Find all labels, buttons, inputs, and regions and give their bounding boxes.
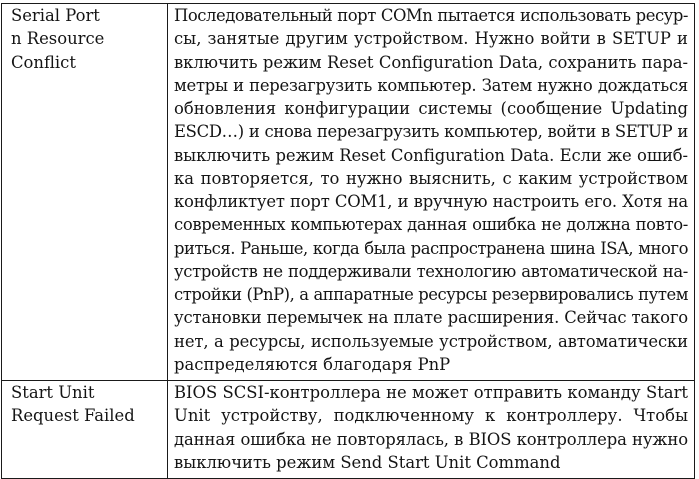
error-name-line: n Resource xyxy=(11,29,105,49)
error-description-line: включить режим Reset Configuration Data, сохранить пара- xyxy=(174,52,688,72)
error-description-line: современных компьютерах данная ошибка не должна повто- xyxy=(174,215,688,235)
error-description-line: стройки (PnP), а аппаратные ресурсы резервировались путем xyxy=(174,285,688,304)
error-name-line: Start Unit xyxy=(11,383,95,402)
error-description-line: нет, а ресурсы, используемые устройством, автоматически xyxy=(174,331,688,351)
error-description-line: обновления конфигурации системы (сообщение Updating xyxy=(174,99,688,118)
error-description-line: выключить режим Send Start Unit Command xyxy=(174,452,561,472)
error-description-cell xyxy=(168,4,695,381)
error-description-line: BIOS SCSI-контроллера не может отправить команду Start xyxy=(174,383,688,402)
error-description-line: данная ошибка не повторялась, в BIOS контроллера нужно xyxy=(174,429,688,449)
error-table xyxy=(1,3,695,479)
error-description-line: установки перемычек на плате расширения. Сейчас такого xyxy=(174,308,688,328)
error-name-cell xyxy=(2,4,168,381)
error-description-line: устройств не поддерживали технологию автоматической на- xyxy=(174,261,688,281)
error-description-line: сы, занятые другим устройством. Нужно войти в SETUP и xyxy=(174,29,688,49)
error-description-line: выключить режим Reset Configuration Data. Если же ошиб- xyxy=(174,145,688,165)
error-description-line: метры и перезагрузить компьютер. Затем нужно дождаться xyxy=(174,75,688,95)
error-description-line: риться. Раньше, когда была распространена шина ISA, много xyxy=(174,238,688,258)
error-description-line: Unit устройству, подключенному к контроллеру. Чтобы xyxy=(174,406,688,426)
error-name-line: Serial Port xyxy=(11,6,100,25)
error-description-line: ка повторяется, то нужно выяснить, с каким устройством xyxy=(174,168,688,188)
error-description-line: Последовательный порт COMn пытается использовать ресур- xyxy=(174,6,688,25)
error-description-line: ESCD…) и снова перезагрузить компьютер, войти в SETUP и xyxy=(174,122,688,142)
error-description-line: распределяются благодаря PnP xyxy=(174,354,451,374)
error-name-line: Conflict xyxy=(11,52,76,72)
table-row xyxy=(2,4,695,381)
error-description-line: конфликтует порт COM1, и вручную настроить его. Хотя на xyxy=(174,192,688,211)
error-name-line: Request Failed xyxy=(11,406,135,426)
